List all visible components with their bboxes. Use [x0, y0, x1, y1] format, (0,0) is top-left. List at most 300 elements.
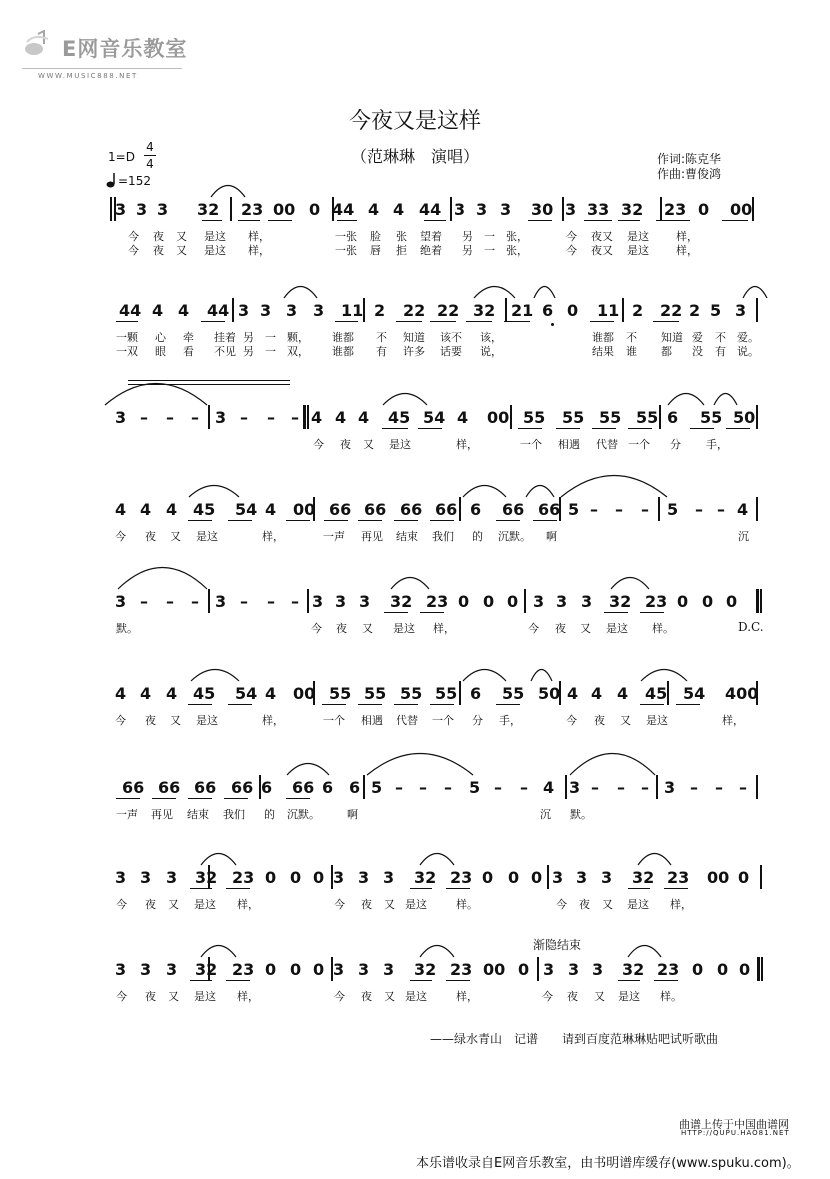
lyric-syllable: 有	[715, 345, 726, 358]
lyric-syllable: 知道	[661, 331, 683, 344]
note: 3	[565, 200, 577, 219]
dc-marking: D.C.	[738, 620, 764, 634]
note: 3	[569, 778, 581, 797]
note: 3	[383, 868, 395, 887]
note-beam	[654, 980, 678, 981]
slur	[200, 852, 237, 866]
lyric-syllable: 看	[183, 345, 194, 358]
lyric-syllable: 一	[484, 244, 495, 257]
lyric-syllable: 夜	[145, 990, 156, 1003]
note-beam	[618, 980, 640, 981]
note: 11	[597, 301, 620, 320]
note-beam	[446, 888, 470, 889]
lyric-syllable: 夜	[594, 714, 605, 727]
sustain-dash: –	[615, 500, 623, 519]
note: 3	[383, 960, 395, 979]
lyric-syllable: 样，	[676, 230, 698, 243]
note-beam	[592, 428, 616, 429]
note: 32	[195, 868, 218, 887]
double-barline	[757, 957, 760, 981]
note: 3	[312, 592, 324, 611]
note: 32	[195, 960, 218, 979]
barline	[760, 589, 762, 613]
lyric-syllable: 拒	[396, 244, 407, 257]
note: 00	[273, 200, 296, 219]
note-beam	[188, 704, 212, 705]
lyric-syllable: 都	[661, 345, 672, 358]
sustain-dash: –	[715, 778, 723, 797]
lyric-syllable: 默。	[116, 622, 138, 635]
note-beam	[656, 220, 690, 221]
note-beam	[286, 798, 310, 799]
barline	[524, 589, 526, 613]
note: 66	[329, 500, 352, 519]
lyric-syllable: 双，	[287, 345, 309, 358]
lyric-syllable: 是这	[646, 714, 668, 727]
lyric-syllable: 又	[594, 990, 605, 1003]
lyric-syllable: 谁都	[592, 331, 614, 344]
time-signature-line	[144, 155, 156, 156]
note: 23	[664, 200, 687, 219]
lyric-syllable: 张，	[506, 230, 528, 243]
lyric-syllable: 是这	[204, 244, 226, 257]
note: 23	[667, 868, 690, 887]
lyric-syllable: 一张	[335, 244, 357, 257]
key-signature: 1=D	[108, 150, 135, 164]
note: 4	[457, 408, 469, 427]
sustain-dash: –	[690, 778, 698, 797]
note: 4	[178, 301, 190, 320]
barline	[756, 405, 758, 429]
note-beam	[286, 520, 310, 521]
lyric-syllable: 今	[334, 898, 345, 911]
lyric-syllable: 今	[116, 898, 127, 911]
note: 3	[313, 301, 325, 320]
lyric-syllable: 样，	[456, 990, 478, 1003]
note: 3	[215, 408, 227, 427]
lyric-syllable: 手，	[706, 438, 728, 451]
barline	[547, 865, 549, 889]
barline	[760, 865, 762, 889]
note: 66	[158, 778, 181, 797]
note: 4	[140, 684, 152, 703]
barline	[761, 957, 763, 981]
note: 55	[700, 408, 723, 427]
note: 23	[657, 960, 680, 979]
note: 23	[426, 592, 449, 611]
barline	[659, 405, 661, 429]
lyric-syllable: 又	[363, 438, 374, 451]
note: 3	[333, 868, 345, 887]
note-beam	[384, 612, 408, 613]
note: 55	[636, 408, 659, 427]
note: 3	[335, 592, 347, 611]
slur	[610, 576, 650, 590]
note-beam	[335, 321, 358, 322]
note: 22	[437, 301, 460, 320]
note: 0	[692, 960, 704, 979]
note: 00	[487, 408, 510, 427]
lyric-syllable: 是这	[405, 990, 427, 1003]
note: 4	[166, 684, 178, 703]
slur	[188, 484, 240, 498]
lyric-syllable: 夜	[153, 230, 164, 243]
note: 0	[738, 868, 750, 887]
note-beam	[430, 520, 454, 521]
note: 32	[414, 868, 437, 887]
note: 3	[592, 960, 604, 979]
note-beam	[394, 704, 418, 705]
note: 45	[193, 500, 216, 519]
note: 6	[542, 301, 554, 320]
lyric-syllable: 是这	[627, 244, 649, 257]
slur	[200, 944, 237, 958]
note: 3	[115, 200, 127, 219]
note: 4	[567, 684, 579, 703]
lyric-syllable: 另	[243, 331, 254, 344]
lyric-syllable: 挂着	[214, 331, 236, 344]
note-beam	[430, 321, 456, 322]
note: 55	[502, 684, 525, 703]
note: 4	[617, 684, 629, 703]
note: 4	[152, 301, 164, 320]
note: 3	[576, 868, 588, 887]
note: 45	[645, 684, 668, 703]
lyric-syllable: 沉默。	[498, 530, 531, 543]
sustain-dash: –	[494, 778, 502, 797]
lyric-syllable: 一双	[116, 345, 138, 358]
lyric-syllable: 夜又	[591, 230, 613, 243]
slur	[473, 285, 516, 299]
lyric-syllable: 是这	[393, 622, 415, 635]
note: 00	[293, 500, 316, 519]
note: 11	[341, 301, 364, 320]
note: 3	[358, 960, 370, 979]
barline	[660, 197, 662, 221]
note: 6	[667, 408, 679, 427]
note-beam	[556, 428, 580, 429]
note: 6	[470, 684, 482, 703]
note: 2	[689, 301, 701, 320]
note: 0	[531, 868, 543, 887]
sustain-dash: –	[140, 592, 148, 611]
sustain-dash: –	[395, 778, 403, 797]
note: 6	[322, 778, 334, 797]
note: 3	[115, 868, 127, 887]
note-beam	[653, 321, 679, 322]
lyric-syllable: 夜	[579, 898, 590, 911]
note: 3	[556, 592, 568, 611]
barline	[208, 405, 210, 429]
note-beam	[664, 888, 688, 889]
sustain-dash: –	[240, 592, 248, 611]
note: 0	[309, 200, 321, 219]
note: 23	[450, 960, 473, 979]
sustain-dash: –	[166, 592, 174, 611]
note: 23	[645, 592, 668, 611]
barline	[565, 775, 567, 799]
lyric-syllable: 是这	[627, 230, 649, 243]
note: 00	[730, 200, 753, 219]
lyric-syllable: 眼	[155, 345, 166, 358]
lyric-syllable: 谁	[626, 345, 637, 358]
lyric-syllable: 今	[542, 990, 553, 1003]
note: 0	[507, 592, 519, 611]
lyric-syllable: 牵	[183, 331, 194, 344]
note: 22	[403, 301, 426, 320]
lyric-syllable: 代替	[596, 438, 618, 451]
sustain-dash: –	[191, 592, 199, 611]
note-beam	[188, 798, 212, 799]
lyric-syllable: 一声	[323, 530, 345, 543]
lyric-syllable: 又	[580, 622, 591, 635]
double-barline	[303, 405, 306, 429]
lyric-syllable: 该，	[480, 331, 502, 344]
sustain-dash: –	[419, 778, 427, 797]
note-beam	[238, 220, 260, 221]
note: 3	[115, 960, 127, 979]
note: 54	[235, 500, 258, 519]
lyric-syllable: 夜	[567, 990, 578, 1003]
note-beam	[324, 520, 348, 521]
note: 54	[423, 408, 446, 427]
lyric-syllable: 脸	[370, 230, 381, 243]
note: 3	[115, 592, 127, 611]
note: 32	[414, 960, 437, 979]
lyric-syllable: 又	[176, 230, 187, 243]
note-beam	[228, 704, 252, 705]
lyric-syllable: 今	[128, 244, 139, 257]
note: 0	[508, 868, 520, 887]
lyric-syllable: 我们	[432, 530, 454, 543]
double-barline	[756, 589, 759, 613]
note: 54	[235, 684, 258, 703]
lyric-syllable: 是这	[194, 898, 216, 911]
note: 6	[261, 778, 273, 797]
note: 4	[265, 500, 277, 519]
barline	[505, 298, 507, 322]
lyric-syllable: 夜	[555, 622, 566, 635]
lyric-syllable: 样，	[722, 714, 744, 727]
slur	[382, 392, 428, 406]
note-beam	[676, 704, 700, 705]
note: 32	[473, 301, 496, 320]
lyric-syllable: 默。	[570, 808, 592, 821]
slur	[190, 668, 240, 682]
lyric-syllable: 夜	[145, 530, 156, 543]
lyric-syllable: 今	[334, 990, 345, 1003]
note: 3	[581, 592, 593, 611]
lyric-syllable: 不	[626, 331, 637, 344]
note: 66	[292, 778, 315, 797]
note-beam	[590, 321, 614, 322]
lyric-syllable: 一	[265, 345, 276, 358]
slur	[462, 668, 507, 682]
lyric-syllable: 分	[670, 438, 681, 451]
lyric-syllable: 另	[243, 345, 254, 358]
note: 00	[707, 868, 730, 887]
lyric-syllable: 样，	[262, 714, 284, 727]
footer-note: 本乐谱收录自E网音乐教室，由书明谱库缓存(www.spuku.com)。	[416, 1156, 800, 1171]
quarter-note-icon	[106, 172, 118, 188]
note: 23	[450, 868, 473, 887]
barline	[307, 589, 309, 613]
note: 3	[358, 868, 370, 887]
lyric-syllable: 有	[376, 345, 387, 358]
barline	[510, 405, 512, 429]
note: 3	[359, 592, 371, 611]
note: 3	[476, 200, 488, 219]
lyric-syllable: 爱	[692, 331, 703, 344]
lyric-syllable: 是这	[196, 714, 218, 727]
lyric-syllable: 样，	[248, 244, 270, 257]
note-beam	[226, 980, 250, 981]
barline	[622, 298, 624, 322]
lyric-syllable: 一声	[116, 808, 138, 821]
slur	[640, 668, 688, 682]
note: 3	[601, 868, 613, 887]
lyric-syllable: 夜	[336, 622, 347, 635]
note: 21	[511, 301, 534, 320]
lyric-syllable: 另	[462, 244, 473, 257]
barline	[232, 298, 234, 322]
note: 3	[543, 960, 555, 979]
lyric-syllable: 没	[692, 345, 703, 358]
note: 55	[400, 684, 423, 703]
slur	[637, 852, 672, 866]
note-beam	[228, 520, 252, 521]
lyric-syllable: 的	[264, 808, 275, 821]
slur	[525, 484, 555, 498]
note-beam	[722, 220, 748, 221]
note: 30	[531, 200, 554, 219]
note-beam	[202, 220, 222, 221]
note: 3	[136, 200, 148, 219]
barline	[756, 497, 758, 521]
barline	[756, 298, 758, 322]
lyric-syllable: 是这	[196, 530, 218, 543]
note: 0	[265, 868, 277, 887]
note: 55	[364, 684, 387, 703]
lyric-syllable: 张，	[506, 244, 528, 257]
lyric-syllable: 夜	[145, 714, 156, 727]
note: 0	[726, 592, 738, 611]
lyric-syllable: 一个	[628, 438, 650, 451]
slur	[366, 752, 474, 776]
note: 4	[140, 500, 152, 519]
lyric-syllable: 今	[528, 622, 539, 635]
lyric-syllable: 颗，	[287, 331, 309, 344]
lyric-syllable: 说。	[737, 345, 759, 358]
note: 0	[698, 200, 710, 219]
barline	[756, 775, 758, 799]
note: 3	[735, 301, 747, 320]
lyric-syllable: 许多	[403, 345, 425, 358]
sustain-dash: –	[641, 500, 649, 519]
note: 3	[454, 200, 466, 219]
note: 3	[166, 960, 178, 979]
note-beam	[188, 520, 212, 521]
barline	[656, 775, 658, 799]
note-beam	[418, 428, 442, 429]
note-beam	[584, 220, 612, 221]
note: 6	[349, 778, 361, 797]
note: 23	[232, 960, 255, 979]
note: 55	[435, 684, 458, 703]
note: 5	[469, 778, 481, 797]
note: 3	[238, 301, 250, 320]
lyric-syllable: 再见	[361, 530, 383, 543]
lyric-syllable: 是这	[618, 990, 640, 1003]
lyric-syllable: 样，	[676, 244, 698, 257]
note: 44	[119, 301, 142, 320]
note: 54	[683, 684, 706, 703]
note: 66	[122, 778, 145, 797]
sustain-dash: –	[240, 408, 248, 427]
note: 44	[419, 200, 442, 219]
lyric-syllable: 心	[155, 331, 166, 344]
sustain-dash: –	[641, 778, 649, 797]
note: 0	[313, 960, 325, 979]
note-beam	[518, 428, 542, 429]
note: 66	[364, 500, 387, 519]
lyric-syllable: 今	[311, 622, 322, 635]
lyric-syllable: 沉	[540, 808, 551, 821]
barline	[658, 497, 660, 521]
lyric-syllable: 结束	[187, 808, 209, 821]
note: 55	[599, 408, 622, 427]
lyric-syllable: 不	[715, 331, 726, 344]
note: 4	[311, 408, 323, 427]
note: 66	[538, 500, 561, 519]
note-beam	[690, 428, 714, 429]
barline	[363, 775, 365, 799]
note: 4	[368, 200, 380, 219]
note: 5	[667, 500, 679, 519]
sustain-dash: –	[444, 778, 452, 797]
lyric-syllable: 今	[116, 990, 127, 1003]
lyric-syllable: 该不	[440, 331, 462, 344]
lyric-syllable: 沉默。	[287, 808, 320, 821]
note: 3	[157, 200, 169, 219]
note: 66	[502, 500, 525, 519]
lyric-syllable: 再见	[151, 808, 173, 821]
note: 3	[552, 868, 564, 887]
note: 0	[739, 960, 751, 979]
note: 45	[388, 408, 411, 427]
lyric-syllable: 一个	[323, 714, 345, 727]
note-beam	[504, 321, 530, 322]
barline	[450, 197, 452, 221]
note-beam	[410, 888, 432, 889]
note: 0	[717, 960, 729, 979]
lyric-syllable: 一	[484, 230, 495, 243]
lyric-syllable: 夜又	[591, 244, 613, 257]
lyric-syllable: 夜	[340, 438, 351, 451]
note-beam	[358, 704, 382, 705]
note: 3	[140, 868, 152, 887]
note-beam	[496, 520, 520, 521]
note-beam	[358, 520, 382, 521]
note-beam	[533, 520, 557, 521]
note-beam	[628, 428, 652, 429]
note: 32	[390, 592, 413, 611]
note: 3	[140, 960, 152, 979]
lyric-syllable: 又	[362, 622, 373, 635]
lyric-syllable: 今	[566, 244, 577, 257]
sustain-dash: –	[140, 408, 148, 427]
lyric-syllable: 是这	[606, 622, 628, 635]
